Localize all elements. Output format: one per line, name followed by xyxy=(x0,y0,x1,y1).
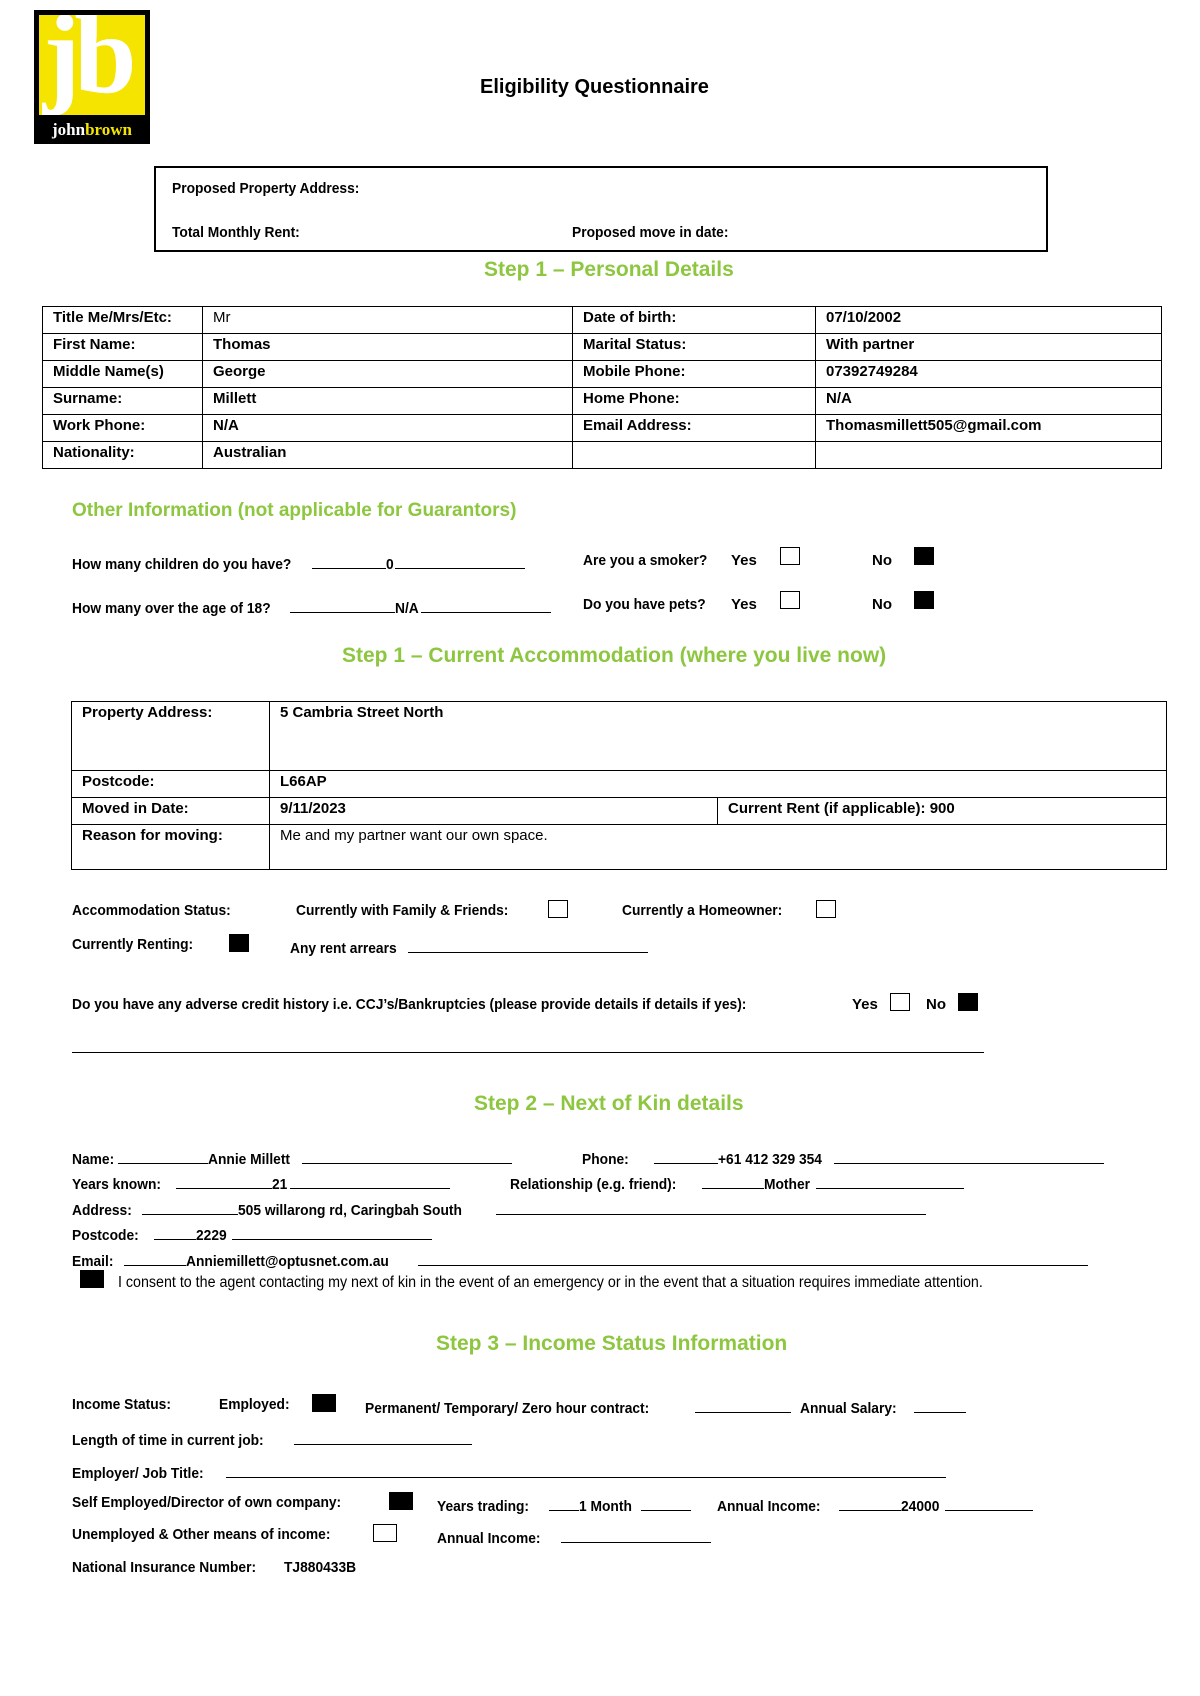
homeowner-checkbox[interactable] xyxy=(816,900,836,918)
reason-value: Me and my partner want our own space. xyxy=(270,825,1167,870)
credit-history-question: Do you have any adverse credit history i.e. CCJ’s/Bankruptcies (please provide details if details if yes): xyxy=(72,996,747,1013)
employer-title-label: Employer/ Job Title: xyxy=(72,1465,204,1482)
first-name-value: Thomas xyxy=(203,334,573,361)
middle-name-value: George xyxy=(203,361,573,388)
children-question: How many children do you have? xyxy=(72,556,292,573)
postcode-label: Postcode: xyxy=(72,771,270,798)
surname-label: Surname: xyxy=(43,388,203,415)
table-row xyxy=(43,334,1162,361)
page-title: Eligibility Questionnaire xyxy=(480,76,709,98)
moved-in-value: 9/11/2023 xyxy=(270,798,718,825)
nok-address-value: 505 willarong rd, Caringbah South xyxy=(238,1202,462,1219)
pets-yes-label: Yes xyxy=(731,596,757,613)
nok-postcode-label: Postcode: xyxy=(72,1227,139,1244)
nok-name-label: Name: xyxy=(72,1151,115,1168)
annual-income2-label: Annual Income: xyxy=(437,1530,541,1547)
title-value: Mr xyxy=(203,307,573,334)
logo-word-john: john xyxy=(51,120,86,139)
over18-answer: N/A xyxy=(395,600,419,617)
renting-checkbox[interactable] xyxy=(229,934,249,952)
personal-details-table xyxy=(42,306,1162,469)
smoker-question: Are you a smoker? xyxy=(583,552,708,569)
marital-label: Marital Status: xyxy=(573,334,816,361)
nok-years-value: 21 xyxy=(272,1176,288,1193)
pets-question: Do you have pets? xyxy=(583,596,706,613)
pets-no-checkbox[interactable] xyxy=(914,591,934,609)
surname-value: Millett xyxy=(203,388,573,415)
email-value: Thomasmillett505@gmail.com xyxy=(816,415,1162,442)
annual-salary-label: Annual Salary: xyxy=(800,1400,897,1417)
accommodation-table xyxy=(71,701,1167,870)
nationality-label: Nationality: xyxy=(43,442,203,469)
smoker-no-label: No xyxy=(872,552,892,569)
credit-no-label: No xyxy=(926,996,946,1013)
first-name-label: First Name: xyxy=(43,334,203,361)
middle-name-label: Middle Name(s) xyxy=(43,361,203,388)
table-row xyxy=(72,702,1167,771)
other-info-heading: Other Information (not applicable for Guarantors) xyxy=(72,500,517,521)
nok-relationship-value: Mother xyxy=(764,1176,810,1193)
dob-value: 07/10/2002 xyxy=(816,307,1162,334)
homeowner-label: Currently a Homeowner: xyxy=(622,902,783,919)
title-label: Title Me/Mrs/Etc: xyxy=(43,307,203,334)
step2-heading: Step 2 – Next of Kin details xyxy=(474,1092,744,1115)
table-row xyxy=(43,388,1162,415)
ni-number-label: National Insurance Number: xyxy=(72,1559,257,1576)
table-row xyxy=(72,798,1167,825)
years-trading-label: Years trading: xyxy=(437,1498,530,1515)
family-friends-label: Currently with Family & Friends: xyxy=(296,902,509,919)
current-rent-cell xyxy=(718,798,1167,825)
table-row xyxy=(72,825,1167,870)
years-trading-value: 1 Month xyxy=(579,1498,632,1515)
unemployed-checkbox[interactable] xyxy=(373,1524,397,1542)
self-employed-checkbox[interactable] xyxy=(389,1492,413,1510)
home-phone-value: N/A xyxy=(816,388,1162,415)
ni-number-value: TJ880433B xyxy=(284,1559,357,1576)
table-row xyxy=(43,307,1162,334)
reason-label: Reason for moving: xyxy=(72,825,270,870)
proposed-address-label: Proposed Property Address: xyxy=(172,180,360,197)
smoker-yes-label: Yes xyxy=(731,552,757,569)
total-rent-label: Total Monthly Rent: xyxy=(172,224,300,241)
renting-label: Currently Renting: xyxy=(72,936,194,953)
unemployed-label: Unemployed & Other means of income: xyxy=(72,1526,331,1543)
proposed-property-box xyxy=(154,166,1048,252)
annual-income-value: 24000 xyxy=(901,1498,940,1515)
home-phone-label: Home Phone: xyxy=(573,388,816,415)
mobile-label: Mobile Phone: xyxy=(573,361,816,388)
children-answer: 0 xyxy=(386,556,394,573)
dob-label: Date of birth: xyxy=(573,307,816,334)
nok-email-value: Anniemillett@optusnet.com.au xyxy=(186,1253,389,1270)
family-friends-checkbox[interactable] xyxy=(548,900,568,918)
nok-name-value: Annie Millett xyxy=(208,1151,291,1168)
table-row xyxy=(43,442,1162,469)
credit-yes-label: Yes xyxy=(852,996,878,1013)
consent-text: I consent to the agent contacting my next of kin in the event of an emergency or in the event that a situation requires immediate attention. xyxy=(118,1274,983,1291)
work-phone-label: Work Phone: xyxy=(43,415,203,442)
moved-in-label: Moved in Date: xyxy=(72,798,270,825)
nationality-value: Australian xyxy=(203,442,573,469)
income-status-label: Income Status: xyxy=(72,1396,171,1413)
smoker-yes-checkbox[interactable] xyxy=(780,547,800,565)
length-in-job-label: Length of time in current job: xyxy=(72,1432,264,1449)
nok-years-label: Years known: xyxy=(72,1176,161,1193)
consent-checkbox[interactable] xyxy=(80,1270,104,1288)
move-in-date-label: Proposed move in date: xyxy=(572,224,729,241)
nok-phone-label: Phone: xyxy=(582,1151,629,1168)
step1-accommodation-heading: Step 1 – Current Accommodation (where you live now) xyxy=(342,644,887,667)
work-phone-value: N/A xyxy=(203,415,573,442)
credit-yes-checkbox[interactable] xyxy=(890,993,910,1011)
nok-address-label: Address: xyxy=(72,1202,132,1219)
step3-heading: Step 3 – Income Status Information xyxy=(436,1332,788,1355)
table-row xyxy=(43,415,1162,442)
over18-question: How many over the age of 18? xyxy=(72,600,271,617)
postcode-value: L66AP xyxy=(270,771,1167,798)
pets-no-label: No xyxy=(872,596,892,613)
pets-yes-checkbox[interactable] xyxy=(780,591,800,609)
nok-postcode-value: 2229 xyxy=(196,1227,227,1244)
nok-phone-value: +61 412 329 354 xyxy=(718,1151,822,1168)
current-rent-value: 900 xyxy=(929,800,955,817)
rent-arrears-label: Any rent arrears xyxy=(290,940,397,957)
marital-value: With partner xyxy=(816,334,1162,361)
employed-checkbox[interactable] xyxy=(312,1394,336,1412)
accommodation-status-label: Accommodation Status: xyxy=(72,902,231,919)
logo-word-brown: brown xyxy=(85,120,132,139)
nok-relationship-label: Relationship (e.g. friend): xyxy=(510,1176,677,1193)
self-employed-label: Self Employed/Director of own company: xyxy=(72,1494,342,1511)
table-row xyxy=(43,361,1162,388)
empty-cell xyxy=(573,442,816,469)
property-address-label: Property Address: xyxy=(72,702,270,771)
empty-cell xyxy=(816,442,1162,469)
nok-email-label: Email: xyxy=(72,1253,114,1270)
current-rent-label: Current Rent (if applicable): xyxy=(728,800,926,817)
contract-type-label: Permanent/ Temporary/ Zero hour contract: xyxy=(365,1400,650,1417)
property-address-value: 5 Cambria Street North xyxy=(270,702,1167,771)
logo-letters: jb xyxy=(43,15,131,115)
credit-no-checkbox[interactable] xyxy=(958,993,978,1011)
email-label: Email Address: xyxy=(573,415,816,442)
credit-details-line[interactable] xyxy=(72,1052,984,1053)
annual-income-label: Annual Income: xyxy=(717,1498,821,1515)
step1-personal-heading: Step 1 – Personal Details xyxy=(484,258,734,281)
table-row xyxy=(72,771,1167,798)
company-logo xyxy=(34,10,150,144)
smoker-no-checkbox[interactable] xyxy=(914,547,934,565)
employed-label: Employed: xyxy=(219,1396,290,1413)
mobile-value: 07392749284 xyxy=(816,361,1162,388)
